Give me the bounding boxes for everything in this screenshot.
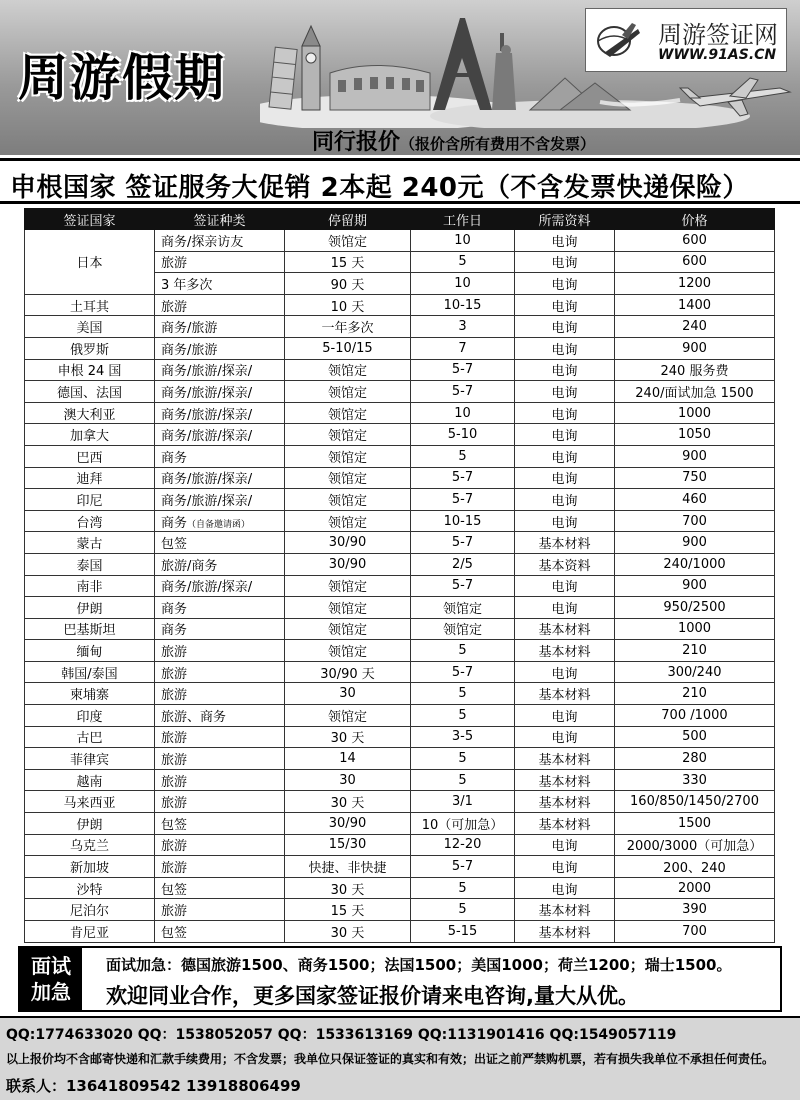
table-row (25, 337, 775, 359)
logo-name: 周游签证网 (658, 21, 778, 49)
cell-stay: 领馆定 (285, 381, 411, 403)
cell-country: 缅甸 (25, 640, 155, 662)
cell-workdays: 10-15 (411, 510, 515, 532)
column-header-stay: 停留期 (285, 209, 411, 230)
column-header-country: 签证国家 (25, 209, 155, 230)
cell-type: 商务 (155, 597, 285, 619)
cell-workdays: 5 (411, 640, 515, 662)
welcome-text: 欢迎同业合作，更多国家签证报价请来电咨询,量大从优。 (106, 984, 639, 1008)
cell-workdays: 10 (411, 273, 515, 295)
cell-workdays: 3-5 (411, 726, 515, 748)
clock-tower-icon (302, 26, 320, 110)
cell-workdays: 5 (411, 899, 515, 921)
cell-price: 900 (615, 445, 775, 467)
table-row (25, 467, 775, 489)
cell-price: 330 (615, 769, 775, 791)
cell-workdays: 5-7 (411, 661, 515, 683)
cell-type: 旅游 (155, 640, 285, 662)
cell-stay: 14 (285, 748, 411, 770)
cell-documents: 基本材料 (515, 813, 615, 835)
cell-price: 1050 (615, 424, 775, 446)
column-header-type: 签证种类 (155, 209, 285, 230)
globe-plane-logo-icon (594, 17, 642, 63)
cell-country: 沙特 (25, 877, 155, 899)
cell-type: 商务/探亲访友 (155, 230, 285, 252)
table-row (25, 575, 775, 597)
table-row (25, 553, 775, 575)
cell-stay: 一年多次 (285, 316, 411, 338)
cell-workdays: 5 (411, 445, 515, 467)
interview-label-line2: 加急 (31, 980, 71, 1004)
cell-type: 旅游、商务 (155, 705, 285, 727)
cell-country: 德国、法国 (25, 381, 155, 403)
cell-country: 新加坡 (25, 856, 155, 878)
cell-price: 700 (615, 510, 775, 532)
subtitle-note: （报价含所有费用不含发票） (400, 135, 596, 153)
cell-documents: 电询 (515, 230, 615, 252)
cell-price: 1200 (615, 273, 775, 295)
cell-price: 600 (615, 251, 775, 273)
cell-price: 240 (615, 316, 775, 338)
cell-stay: 90 天 (285, 273, 411, 295)
cell-type: 包签 (155, 532, 285, 554)
cell-country: 马来西亚 (25, 791, 155, 813)
cell-stay: 30 天 (285, 921, 411, 943)
cell-country: 巴西 (25, 445, 155, 467)
cell-documents: 电询 (515, 877, 615, 899)
cell-stay: 15 天 (285, 899, 411, 921)
cell-documents: 基本材料 (515, 618, 615, 640)
cell-workdays: 5 (411, 683, 515, 705)
cell-type: 旅游 (155, 834, 285, 856)
cell-country: 加拿大 (25, 424, 155, 446)
cell-price: 950/2500 (615, 597, 775, 619)
cell-type: 包签 (155, 921, 285, 943)
cell-documents: 基本材料 (515, 921, 615, 943)
cell-stay: 快捷、非快捷 (285, 856, 411, 878)
column-header-documents: 所需资料 (515, 209, 615, 230)
table-row (25, 402, 775, 424)
cell-type: 商务（自备邀请函） (155, 510, 285, 532)
cell-stay: 30 天 (285, 791, 411, 813)
cell-workdays: 5 (411, 251, 515, 273)
cell-workdays: 5 (411, 877, 515, 899)
table-row (25, 510, 775, 532)
cell-price: 1400 (615, 294, 775, 316)
cell-country: 韩国/泰国 (25, 661, 155, 683)
eiffel-tower-icon (433, 18, 492, 110)
cell-type: 商务/旅游/探亲/ (155, 359, 285, 381)
cell-documents: 电询 (515, 705, 615, 727)
qq-contacts: QQ:1774633020 QQ：1538052057 QQ：1533613169 QQ:1131901416 QQ:1549057119 (6, 1027, 677, 1043)
cell-documents: 电询 (515, 489, 615, 511)
cell-stay: 领馆定 (285, 510, 411, 532)
cell-documents: 电询 (515, 856, 615, 878)
cell-price: 1500 (615, 813, 775, 835)
table-row (25, 726, 775, 748)
cell-workdays: 7 (411, 337, 515, 359)
table-row (25, 381, 775, 403)
cell-country: 申根 24 国 (25, 359, 155, 381)
cell-country: 伊朗 (25, 813, 155, 835)
cell-workdays: 5-7 (411, 359, 515, 381)
cell-documents: 电询 (515, 726, 615, 748)
logo-url: WWW.91AS.CN (658, 47, 777, 63)
cell-documents: 基本材料 (515, 791, 615, 813)
cell-type: 旅游 (155, 726, 285, 748)
table-row (25, 316, 775, 338)
cell-stay: 领馆定 (285, 424, 411, 446)
cell-workdays: 5-7 (411, 856, 515, 878)
cell-country: 巴基斯坦 (25, 618, 155, 640)
table-row (25, 294, 775, 316)
cell-type: 旅游/商务 (155, 553, 285, 575)
colosseum-icon (330, 66, 430, 111)
cell-country: 澳大利亚 (25, 402, 155, 424)
cell-type: 商务 (155, 618, 285, 640)
cell-price: 2000/3000（可加急） (615, 834, 775, 856)
table-row (25, 834, 775, 856)
table-row (25, 230, 775, 252)
cell-type: 旅游 (155, 899, 285, 921)
cell-workdays: 领馆定 (411, 597, 515, 619)
cell-country: 土耳其 (25, 294, 155, 316)
cell-type: 商务/旅游/探亲/ (155, 381, 285, 403)
cell-type: 商务/旅游/探亲/ (155, 575, 285, 597)
column-header-workdays: 工作日 (411, 209, 515, 230)
cell-stay: 30/90 (285, 813, 411, 835)
cell-workdays: 领馆定 (411, 618, 515, 640)
cell-documents: 电询 (515, 381, 615, 403)
cell-workdays: 2/5 (411, 553, 515, 575)
cell-price: 240 服务费 (615, 359, 775, 381)
table-row (25, 899, 775, 921)
cell-stay: 30 天 (285, 726, 411, 748)
table-row (25, 445, 775, 467)
cell-price: 390 (615, 899, 775, 921)
cell-price: 700 /1000 (615, 705, 775, 727)
cell-stay: 领馆定 (285, 618, 411, 640)
cell-stay: 领馆定 (285, 445, 411, 467)
cell-documents: 电询 (515, 251, 615, 273)
cell-country: 伊朗 (25, 597, 155, 619)
cell-stay: 领馆定 (285, 402, 411, 424)
cell-country: 肯尼亚 (25, 921, 155, 943)
cell-type: 旅游 (155, 661, 285, 683)
cell-type: 商务/旅游/探亲/ (155, 489, 285, 511)
contact-phones: 联系人：13641809542 13918806499 (6, 1077, 301, 1095)
disclaimer: 以上报价均不含邮寄快递和汇款手续费用；不含发票；我单位只保证签证的真实和有效；出证之前严禁购机票，若有损失我单位不承担任何责任。 (6, 1052, 775, 1066)
cell-price: 500 (615, 726, 775, 748)
cell-stay: 领馆定 (285, 489, 411, 511)
table-row (25, 532, 775, 554)
interview-label (20, 948, 82, 1010)
cell-documents: 电询 (515, 597, 615, 619)
cell-type: 商务/旅游 (155, 337, 285, 359)
cell-type: 旅游 (155, 748, 285, 770)
cell-type: 商务/旅游/探亲/ (155, 424, 285, 446)
cell-price: 600 (615, 230, 775, 252)
invitation-note: （自备邀请函） (187, 519, 251, 530)
cell-country: 美国 (25, 316, 155, 338)
cell-country: 泰国 (25, 553, 155, 575)
column-header-price: 价格 (615, 209, 775, 230)
cell-country: 迪拜 (25, 467, 155, 489)
cell-price: 900 (615, 337, 775, 359)
cell-workdays: 5-7 (411, 575, 515, 597)
cell-type: 旅游 (155, 856, 285, 878)
cell-type: 商务/旅游/探亲/ (155, 467, 285, 489)
cell-documents: 电询 (515, 273, 615, 295)
cell-price: 900 (615, 575, 775, 597)
table-row (25, 640, 775, 662)
cell-workdays: 10-15 (411, 294, 515, 316)
cell-stay: 领馆定 (285, 467, 411, 489)
cell-workdays: 10（可加急） (411, 813, 515, 835)
cell-documents: 电询 (515, 575, 615, 597)
cell-documents: 基本材料 (515, 748, 615, 770)
cell-type: 旅游 (155, 683, 285, 705)
promo-bar (0, 158, 800, 204)
cell-documents: 基本材料 (515, 640, 615, 662)
cell-price: 1000 (615, 618, 775, 640)
visa-price-table (24, 208, 775, 943)
table-row (25, 705, 775, 727)
cell-country: 乌克兰 (25, 834, 155, 856)
cell-documents: 电询 (515, 294, 615, 316)
cell-stay: 领馆定 (285, 705, 411, 727)
cell-stay: 领馆定 (285, 575, 411, 597)
cell-type: 包签 (155, 813, 285, 835)
cell-type: 旅游 (155, 251, 285, 273)
cell-country: 尼泊尔 (25, 899, 155, 921)
cell-workdays: 5-7 (411, 532, 515, 554)
cell-documents: 电询 (515, 661, 615, 683)
cell-workdays: 5-10 (411, 424, 515, 446)
subtitle (312, 125, 595, 155)
cell-workdays: 5 (411, 705, 515, 727)
cell-workdays: 3/1 (411, 791, 515, 813)
table-row (25, 489, 775, 511)
cell-documents: 电询 (515, 359, 615, 381)
cell-type: 旅游 (155, 791, 285, 813)
cell-workdays: 5-15 (411, 921, 515, 943)
cell-documents: 电询 (515, 445, 615, 467)
table-row (25, 359, 775, 381)
cell-type: 3 年多次 (155, 273, 285, 295)
table-row (25, 597, 775, 619)
cell-documents: 电询 (515, 337, 615, 359)
table-row (25, 683, 775, 705)
cell-price: 460 (615, 489, 775, 511)
cell-documents: 电询 (515, 316, 615, 338)
brand-title: 周游假期 (18, 49, 226, 107)
table-row (25, 424, 775, 446)
cell-price: 240/1000 (615, 553, 775, 575)
table-row (25, 769, 775, 791)
interview-surcharge-box (18, 946, 782, 1012)
cell-stay: 领馆定 (285, 359, 411, 381)
cell-price: 240/面试加急 1500 (615, 381, 775, 403)
cell-stay: 5-10/15 (285, 337, 411, 359)
statue-of-liberty-icon (492, 33, 516, 110)
cell-country: 俄罗斯 (25, 337, 155, 359)
cell-workdays: 5 (411, 748, 515, 770)
table-header-row (25, 209, 775, 230)
cell-price: 210 (615, 683, 775, 705)
cell-documents: 基本资料 (515, 553, 615, 575)
logo-box (585, 8, 787, 72)
table-row (25, 791, 775, 813)
cell-workdays: 3 (411, 316, 515, 338)
cell-stay: 15 天 (285, 251, 411, 273)
cell-documents: 基本材料 (515, 769, 615, 791)
cell-stay: 领馆定 (285, 640, 411, 662)
cell-type: 旅游 (155, 294, 285, 316)
cell-stay: 领馆定 (285, 597, 411, 619)
cell-country: 古巴 (25, 726, 155, 748)
cell-stay: 30 (285, 683, 411, 705)
cell-workdays: 5-7 (411, 381, 515, 403)
cell-price: 750 (615, 467, 775, 489)
interview-label-line1: 面试 (31, 954, 71, 978)
cell-stay: 领馆定 (285, 230, 411, 252)
table-row (25, 921, 775, 943)
cell-stay: 30/90 天 (285, 661, 411, 683)
cell-workdays: 5-7 (411, 489, 515, 511)
cell-documents: 电询 (515, 467, 615, 489)
cell-workdays: 5-7 (411, 467, 515, 489)
cell-price: 1000 (615, 402, 775, 424)
cell-price: 300/240 (615, 661, 775, 683)
cell-documents: 电询 (515, 834, 615, 856)
header-banner (0, 0, 800, 155)
cell-country: 柬埔寨 (25, 683, 155, 705)
cell-documents: 基本材料 (515, 899, 615, 921)
cell-documents: 电询 (515, 424, 615, 446)
cell-documents: 电询 (515, 510, 615, 532)
cell-documents: 电询 (515, 402, 615, 424)
cell-price: 160/850/1450/2700 (615, 791, 775, 813)
table-row (25, 856, 775, 878)
cell-stay: 30 天 (285, 877, 411, 899)
cell-workdays: 10 (411, 402, 515, 424)
cell-country: 蒙古 (25, 532, 155, 554)
table-row (25, 813, 775, 835)
cell-price: 700 (615, 921, 775, 943)
table-row (25, 877, 775, 899)
footer (0, 1016, 800, 1100)
cell-workdays: 5 (411, 769, 515, 791)
table-row (25, 618, 775, 640)
cell-price: 2000 (615, 877, 775, 899)
cell-type: 包签 (155, 877, 285, 899)
cell-country: 印度 (25, 705, 155, 727)
cell-documents: 基本材料 (515, 683, 615, 705)
promo-text: 申根国家 签证服务大促销 2本起 240元（不含发票快递保险） (10, 173, 750, 203)
interview-surcharge-text: 面试加急：德国旅游1500、商务1500；法国1500；美国1000；荷兰1200；瑞士1500。 (106, 956, 732, 974)
table-row (25, 661, 775, 683)
cell-stay: 10 天 (285, 294, 411, 316)
cell-country: 菲律宾 (25, 748, 155, 770)
cell-workdays: 10 (411, 230, 515, 252)
cell-price: 210 (615, 640, 775, 662)
cell-price: 280 (615, 748, 775, 770)
cell-stay: 30 (285, 769, 411, 791)
cell-price: 200、240 (615, 856, 775, 878)
cell-country: 南非 (25, 575, 155, 597)
table-row (25, 748, 775, 770)
cell-price: 900 (615, 532, 775, 554)
cell-country: 台湾 (25, 510, 155, 532)
table-body (25, 230, 775, 943)
cell-stay: 15/30 (285, 834, 411, 856)
cell-stay: 30/90 (285, 532, 411, 554)
cell-workdays: 12-20 (411, 834, 515, 856)
cell-type: 商务/旅游/探亲/ (155, 402, 285, 424)
cell-documents: 基本材料 (515, 532, 615, 554)
cell-country: 越南 (25, 769, 155, 791)
cell-type: 旅游 (155, 769, 285, 791)
cell-type: 商务 (155, 445, 285, 467)
cell-type: 商务/旅游 (155, 316, 285, 338)
cell-stay: 30/90 (285, 553, 411, 575)
cell-country: 日本 (25, 230, 155, 295)
subtitle-text: 同行报价 (312, 130, 401, 155)
cell-country: 印尼 (25, 489, 155, 511)
